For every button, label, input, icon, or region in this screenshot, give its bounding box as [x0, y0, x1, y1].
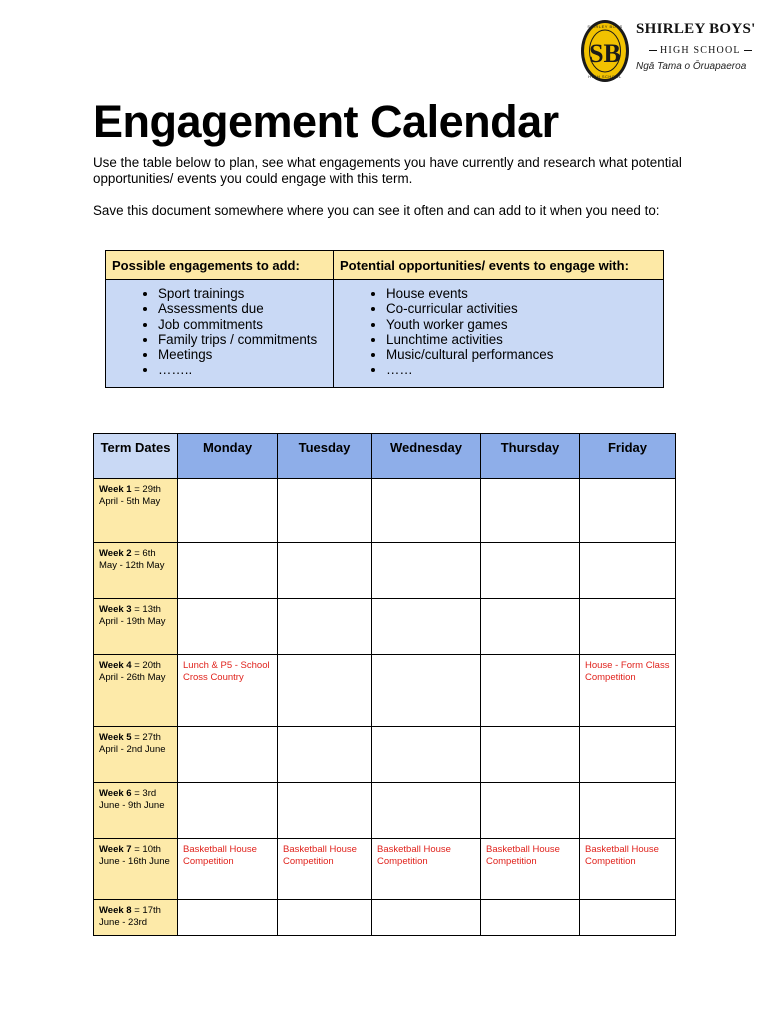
engagements-list: [106, 286, 333, 378]
header-tuesday: Tuesday: [278, 434, 372, 479]
table-row: [94, 727, 676, 783]
week-label: Week 4: [99, 660, 132, 671]
header-term-dates: Term Dates: [94, 434, 178, 479]
week-cell: [94, 543, 178, 599]
table-row: [94, 900, 676, 936]
monday-cell[interactable]: Lunch & P5 - School Cross Country: [178, 655, 278, 727]
thursday-cell[interactable]: [481, 655, 580, 727]
list-item: • Youth worker games: [386, 317, 663, 332]
monday-cell[interactable]: [178, 599, 278, 655]
week-label: Week 8: [99, 905, 132, 916]
list-item: • Assessments due: [158, 301, 333, 316]
header-monday: Monday: [178, 434, 278, 479]
table-row: [94, 655, 676, 727]
week-label: Week 7: [99, 844, 132, 855]
list-item: • Sport trainings: [158, 286, 333, 301]
monday-cell[interactable]: [178, 727, 278, 783]
week-dates: = 3rd June - 9th June: [99, 788, 165, 811]
list-item: • Co-curricular activities: [386, 301, 663, 316]
wednesday-cell[interactable]: [372, 727, 481, 783]
table-row: [94, 599, 676, 655]
school-logo: [580, 18, 760, 84]
page-title: Engagement Calendar: [93, 96, 559, 147]
table-row: [94, 839, 676, 900]
calendar-header-row: [94, 434, 676, 479]
week-label: Week 5: [99, 732, 132, 743]
opportunities-list: [334, 286, 663, 378]
week-dates: = 17th June - 23rd: [99, 905, 161, 928]
header-friday: Friday: [580, 434, 676, 479]
monday-cell[interactable]: [178, 479, 278, 543]
tuesday-cell[interactable]: [278, 900, 372, 936]
wednesday-cell[interactable]: [372, 543, 481, 599]
week-cell: [94, 479, 178, 543]
week-dates: = 27th April - 2nd June: [99, 732, 166, 755]
wednesday-cell[interactable]: Basketball House Competition: [372, 839, 481, 900]
wednesday-cell[interactable]: [372, 783, 481, 839]
thursday-cell[interactable]: [481, 543, 580, 599]
week-cell: [94, 900, 178, 936]
week-dates: = 10th June - 16th June: [99, 844, 170, 867]
week-cell: [94, 839, 178, 900]
friday-cell[interactable]: [580, 783, 676, 839]
opportunities-cell: [334, 280, 664, 388]
table-row: [94, 479, 676, 543]
thursday-cell[interactable]: [481, 783, 580, 839]
monday-cell[interactable]: [178, 900, 278, 936]
friday-cell[interactable]: [580, 727, 676, 783]
week-cell: [94, 599, 178, 655]
intro-paragraph-2: Save this document somewhere where you can see it often and can add to it when you need to:: [93, 203, 660, 218]
tuesday-cell[interactable]: [278, 599, 372, 655]
week-label: Week 3: [99, 604, 132, 615]
svg-text:SB: SB: [589, 39, 621, 68]
tuesday-cell[interactable]: [278, 543, 372, 599]
week-label: Week 6: [99, 788, 132, 799]
wednesday-cell[interactable]: [372, 599, 481, 655]
school-crest-icon: [580, 18, 630, 84]
header-wednesday: Wednesday: [372, 434, 481, 479]
list-item: • ……: [386, 362, 663, 377]
list-item: • ……..: [158, 362, 333, 377]
monday-cell[interactable]: [178, 543, 278, 599]
svg-text:HIGH SCHOOL: HIGH SCHOOL: [588, 74, 622, 79]
term-calendar-table: [93, 433, 676, 936]
tuesday-cell[interactable]: Basketball House Competition: [278, 839, 372, 900]
engagements-cell: [106, 280, 334, 388]
svg-text:SHIRLEY BOYS: SHIRLEY BOYS: [587, 24, 623, 29]
list-item: • Family trips / commitments: [158, 332, 333, 347]
week-dates: = 20th April - 26th May: [99, 660, 166, 683]
table-row: [94, 783, 676, 839]
week-cell: [94, 655, 178, 727]
week-dates: = 29th April - 5th May: [99, 484, 161, 507]
school-name: SHIRLEY BOYS': [636, 21, 756, 37]
intro-paragraph-1: Use the table below to plan, see what engagements you have currently and research what potential opportunities/ events you could engage with this term.: [93, 155, 682, 186]
monday-cell[interactable]: Basketball House Competition: [178, 839, 278, 900]
week-dates: = 13th April - 19th May: [99, 604, 166, 627]
school-maori-name: Ngā Tama o Ōruapaeroa: [636, 61, 747, 72]
thursday-cell[interactable]: [481, 599, 580, 655]
engagements-header: Possible engagements to add:: [106, 251, 334, 280]
week-label: Week 2: [99, 548, 132, 559]
week-dates: = 6th May - 12th May: [99, 548, 165, 571]
friday-cell[interactable]: [580, 543, 676, 599]
opportunities-header: Potential opportunities/ events to engage with:: [334, 251, 664, 280]
wednesday-cell[interactable]: [372, 479, 481, 543]
engagements-table: [105, 250, 664, 388]
friday-cell[interactable]: [580, 479, 676, 543]
friday-cell[interactable]: [580, 900, 676, 936]
school-subtitle: HIGH SCHOOL: [646, 45, 755, 56]
friday-cell[interactable]: Basketball House Competition: [580, 839, 676, 900]
monday-cell[interactable]: [178, 783, 278, 839]
tuesday-cell[interactable]: [278, 479, 372, 543]
week-cell: [94, 783, 178, 839]
header-thursday: Thursday: [481, 434, 580, 479]
tuesday-cell[interactable]: [278, 783, 372, 839]
wednesday-cell[interactable]: [372, 900, 481, 936]
friday-cell[interactable]: House - Form Class Competition: [580, 655, 676, 727]
week-label: Week 1: [99, 484, 132, 495]
wednesday-cell[interactable]: [372, 655, 481, 727]
thursday-cell[interactable]: [481, 900, 580, 936]
thursday-cell[interactable]: Basketball House Competition: [481, 839, 580, 900]
friday-cell[interactable]: [580, 599, 676, 655]
list-item: • Lunchtime activities: [386, 332, 663, 347]
tuesday-cell[interactable]: [278, 655, 372, 727]
list-item: • House events: [386, 286, 663, 301]
table-row: [94, 543, 676, 599]
list-item: • Music/cultural performances: [386, 347, 663, 362]
thursday-cell[interactable]: [481, 479, 580, 543]
list-item: • Job commitments: [158, 317, 333, 332]
list-item: • Meetings: [158, 347, 333, 362]
tuesday-cell[interactable]: [278, 727, 372, 783]
thursday-cell[interactable]: [481, 727, 580, 783]
week-cell: [94, 727, 178, 783]
